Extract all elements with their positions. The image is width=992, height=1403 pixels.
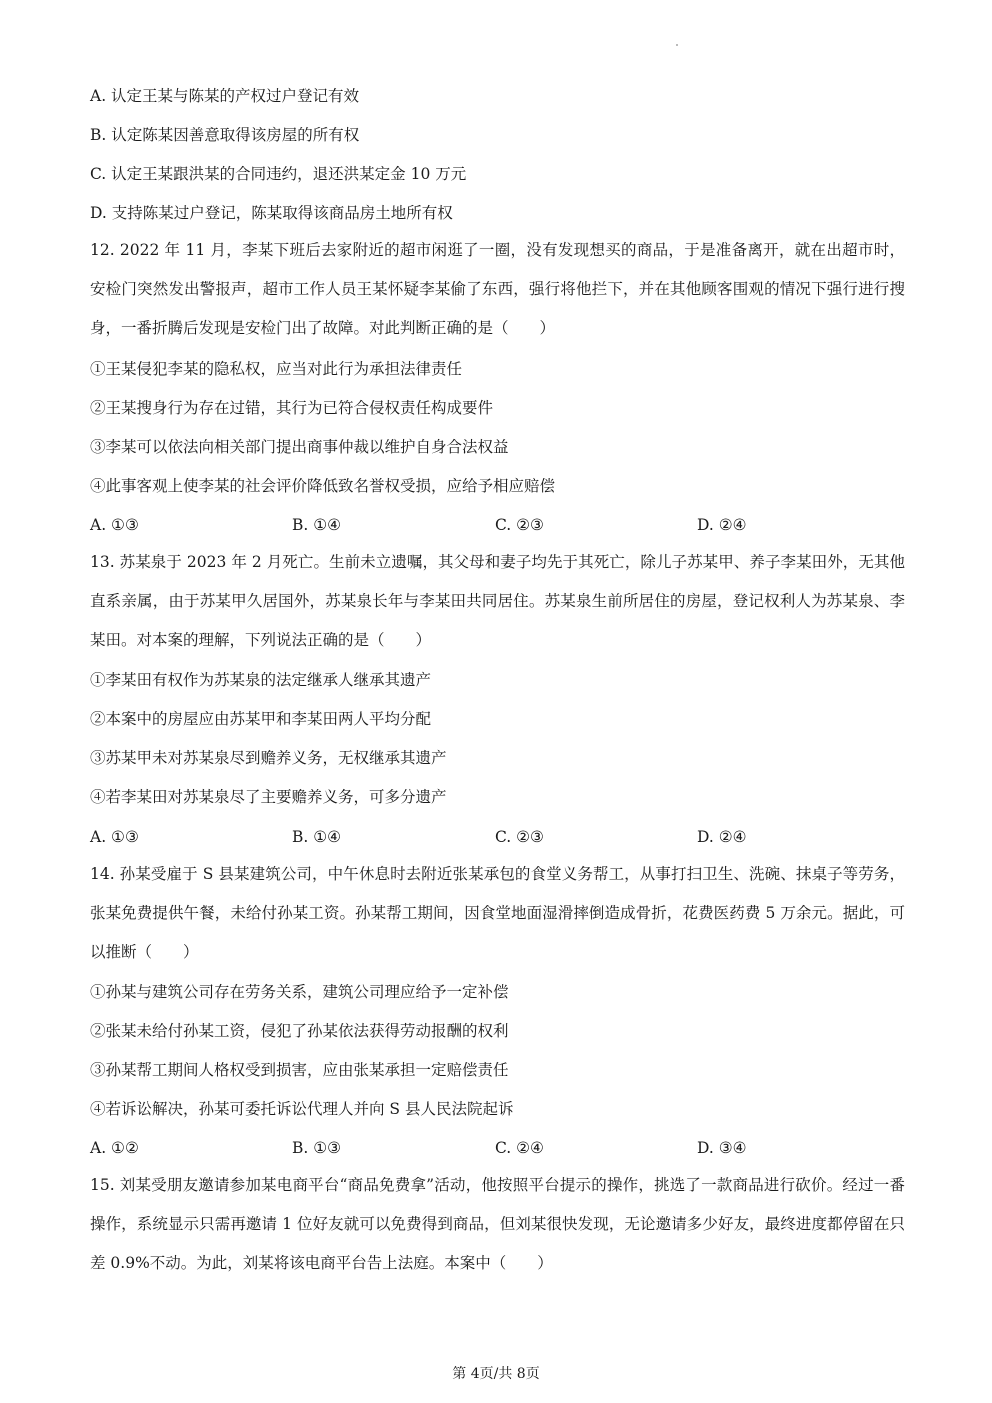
q12-item-4: ④此事客观上使李某的社会评价降低致名誉权受损，应给予相应赔偿 <box>90 477 556 495</box>
q14-choice-a: A. ①② <box>90 1139 139 1157</box>
q13-item-1: ①李某田有权作为苏某泉的法定继承人继承其遗产 <box>90 671 432 689</box>
q12-choice-a: A. ①③ <box>90 516 139 534</box>
q12-item-1: ①王某侵犯李某的隐私权，应当对此行为承担法律责任 <box>90 360 463 378</box>
q11-option-a: A. 认定王某与陈某的产权过户登记有效 <box>90 87 360 105</box>
q13-choice-a: A. ①③ <box>90 828 139 846</box>
q11-option-c: C. 认定王某跟洪某的合同违约，退还洪某定金 10 万元 <box>90 165 467 183</box>
q13-item-3: ③苏某甲未对苏某泉尽到赡养义务，无权继承其遗产 <box>90 749 447 767</box>
q15-stem: 15. 刘某受朋友邀请参加某电商平台“商品免费拿”活动，他按照平台提示的操作，挑选了一款商品进行砍价。经过一番操作，系统显示只需再邀请 1 位好友就可以免费得到商品，但刘某很快发现，无论邀请多少好友，最终进度都停留在只差 0.9%不动。为此，刘某将该电商平台告上法庭。本案中（ ） <box>90 1176 905 1272</box>
q14-item-3: ③孙某帮工期间人格权受到损害，应由张某承担一定赔偿责任 <box>90 1061 509 1079</box>
q12-item-3: ③李某可以依法向相关部门提出商事仲裁以维护自身合法权益 <box>90 438 509 456</box>
q12-choice-d: D. ②④ <box>697 516 747 534</box>
q13-choice-d: D. ②④ <box>697 828 747 846</box>
page-number: 第 4页/共 8页 <box>452 1366 540 1382</box>
scan-mark <box>676 44 678 46</box>
q14-item-4: ④若诉讼解决，孙某可委托诉讼代理人并向 S 县人民法院起诉 <box>90 1100 514 1118</box>
q13-item-4: ④若李某田对苏某泉尽了主要赡养义务，可多分遗产 <box>90 788 447 806</box>
q13-choice-b: B. ①④ <box>292 828 342 846</box>
q12-item-2: ②王某搜身行为存在过错，其行为已符合侵权责任构成要件 <box>90 399 494 417</box>
q12-choice-c: C. ②③ <box>495 516 544 534</box>
q11-option-d: D. 支持陈某过户登记，陈某取得该商品房土地所有权 <box>90 204 453 222</box>
q14-choice-c: C. ②④ <box>495 1139 544 1157</box>
q14-stem: 14. 孙某受雇于 S 县某建筑公司，中午休息时去附近张某承包的食堂义务帮工，从事打扫卫生、洗碗、抹桌子等劳务，张某免费提供午餐，未给付孙某工资。孙某帮工期间，因食堂地面湿滑摔倒造成骨折，花费医药费 5 万余元。据此，可以推断（ ） <box>90 865 905 961</box>
q14-item-2: ②张某未给付孙某工资，侵犯了孙某依法获得劳动报酬的权利 <box>90 1022 509 1040</box>
q12-choice-b: B. ①④ <box>292 516 342 534</box>
q14-choice-d: D. ③④ <box>697 1139 747 1157</box>
q14-choice-b: B. ①③ <box>292 1139 342 1157</box>
q12-stem: 12. 2022 年 11 月，李某下班后去家附近的超市闲逛了一圈，没有发现想买的商品，于是准备离开，就在出超市时，安检门突然发出警报声，超市工作人员王某怀疑李某偷了东西，强行将他拦下，并在其他顾客围观的情况下强行进行搜身，一番折腾后发现是安检门出了故障。对此判断正确的是（ ） <box>90 241 905 337</box>
q14-item-1: ①孙某与建筑公司存在劳务关系，建筑公司理应给予一定补偿 <box>90 983 509 1001</box>
q13-choice-c: C. ②③ <box>495 828 544 846</box>
q13-stem: 13. 苏某泉于 2023 年 2 月死亡。生前未立遗嘱，其父母和妻子均先于其死亡，除儿子苏某甲、养子李某田外，无其他直系亲属，由于苏某甲久居国外，苏某泉长年与李某田共同居住。苏某泉生前所居住的房屋，登记权利人为苏某泉、李某田。对本案的理解，下列说法正确的是（ ） <box>90 553 905 649</box>
q11-option-b: B. 认定陈某因善意取得该房屋的所有权 <box>90 126 360 144</box>
q13-item-2: ②本案中的房屋应由苏某甲和李某田两人平均分配 <box>90 710 432 728</box>
